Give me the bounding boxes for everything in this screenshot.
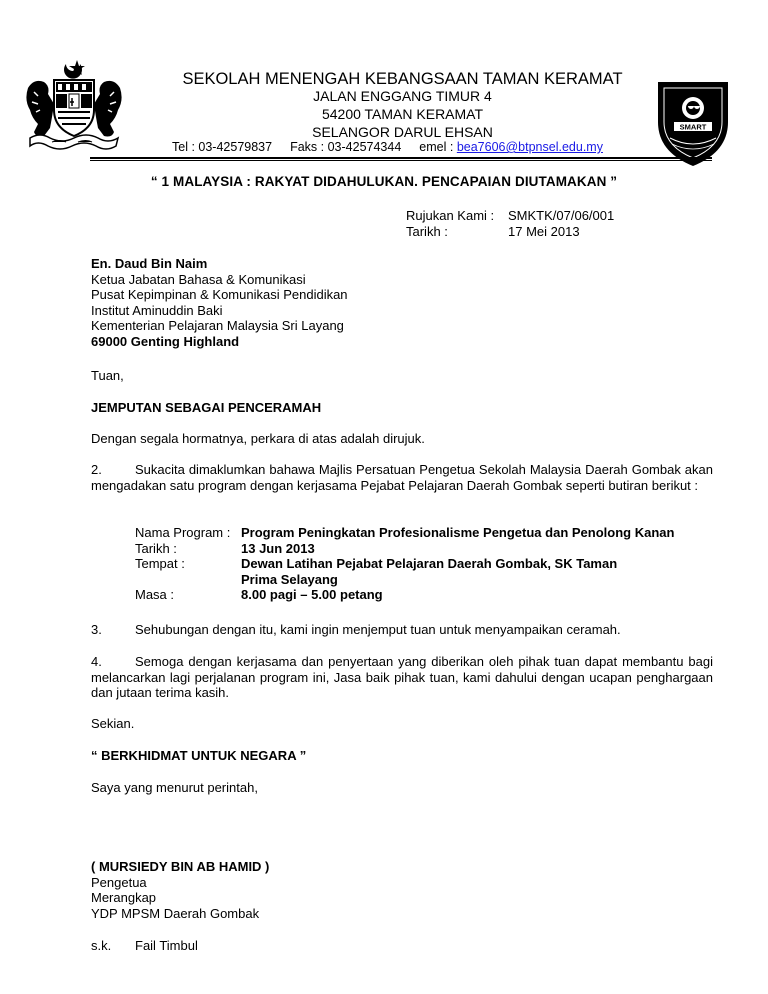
venue-value-cont: Prima Selayang [241, 571, 338, 587]
sign-off: Saya yang menurut perintah, [91, 780, 258, 795]
detail-row-venue-cont [135, 572, 674, 588]
signatory-name: ( MURSIEDY BIN AB HAMID ) [91, 859, 270, 874]
reference-row [406, 208, 614, 224]
signatory-title: YDP MPSM Daerah Gombak [91, 905, 260, 921]
signatory-block [91, 859, 713, 921]
paragraph-4 [91, 654, 713, 701]
reference-label: Rujukan Kami : [406, 208, 495, 223]
email-label: emel : [419, 140, 454, 154]
paragraph-2 [91, 462, 713, 493]
event-date-value: 13 Jun 2013 [241, 540, 315, 556]
paragraph-text: Sukacita dimaklumkan bahawa Majlis Persatuan Pengetua Sekolah Malaysia Daerah Gombak akan mengadakan satu program dengan kerjasama Pejabat Pelajaran Daerah Gombak seperti butiran berikut : [91, 462, 713, 493]
reference-block [406, 208, 614, 239]
cc-value: Fail Timbul [135, 938, 198, 953]
school-name: SEKOLAH MENENGAH KEBANGSAAN TAMAN KERAMAT [182, 70, 623, 88]
telephone: Tel : 03-42579837 [172, 140, 273, 154]
paragraph-number: 4. [91, 654, 102, 669]
header-divider-thin [90, 160, 712, 161]
program-value: Program Peningkatan Profesionalisme Pengetua dan Penolong Kanan [241, 525, 675, 540]
venue-label: Tempat : [135, 556, 185, 571]
time-value: 8.00 pagi – 5.00 petang [241, 587, 383, 602]
venue-value: Dewan Latihan Pejabat Pelajaran Daerah Gombak, SK Taman [241, 556, 618, 571]
paragraph-text: Semoga dengan kerjasama dan penyertaan yang diberikan oleh pihak tuan dapat membantu bagi melancarkan lagi perjalanan program ini, Jasa baik pihak tuan, kami dahului dengan ucapan penghargaan dan jutaan terima kasih. [91, 654, 713, 700]
recipient-line: Institut Aminuddin Baki [91, 302, 223, 318]
email-link[interactable]: bea7606@btpnsel.edu.my [456, 140, 603, 154]
recipient-postcode: 69000 Genting Highland [91, 333, 240, 349]
detail-row-venue [135, 556, 674, 572]
date-value: 17 Mei 2013 [508, 223, 580, 239]
motto: “ BERKHIDMAT UNTUK NEGARA ” [91, 748, 307, 763]
date-label: Tarikh : [406, 223, 448, 239]
date-row [406, 224, 614, 240]
paragraph-number: 2. [91, 462, 102, 477]
program-label: Nama Program : [135, 525, 231, 540]
carbon-copy [91, 938, 713, 954]
signatory-title: Merangkap [91, 890, 157, 905]
detail-row-date [135, 541, 674, 557]
event-date-label: Tarikh : [135, 540, 177, 556]
reference-value: SMKTK/07/06/001 [508, 208, 615, 223]
detail-row-time [135, 587, 674, 603]
school-logo-text: SMART [679, 122, 707, 132]
fax: Faks : 03-42574344 [290, 140, 402, 154]
subject-line: JEMPUTAN SEBAGAI PENCERAMAH [91, 400, 322, 415]
salutation: Tuan, [91, 368, 124, 383]
recipient-line: Ketua Jabatan Bahasa & Komunikasi [91, 271, 306, 287]
address-line-2: 54200 TAMAN KERAMAT [321, 106, 484, 122]
cc-label: s.k. [91, 938, 112, 953]
recipient-block [91, 256, 713, 349]
detail-row-program [135, 525, 674, 541]
closing: Sekian. [91, 716, 135, 731]
recipient-line: Pusat Kepimpinan & Komunikasi Pendidikan [91, 287, 348, 302]
paragraph-number: 3. [91, 622, 102, 637]
signatory-title: Pengetua [91, 874, 147, 890]
paragraph-text: Sehubungan dengan itu, kami ingin menjemput tuan untuk menyampaikan ceramah. [135, 622, 621, 637]
address-line-1: JALAN ENGGANG TIMUR 4 [313, 88, 492, 104]
time-label: Masa : [135, 587, 175, 602]
contact-line [172, 140, 603, 156]
header-divider [90, 157, 712, 159]
opening-paragraph: Dengan segala hormatnya, perkara di atas adalah dirujuk. [91, 431, 425, 446]
school-shield-logo-icon [652, 78, 734, 168]
paragraph-3 [91, 622, 713, 638]
recipient-line: Kementerian Pelajaran Malaysia Sri Layang [91, 318, 344, 333]
program-details [135, 525, 674, 603]
national-slogan: “ 1 MALAYSIA : RAKYAT DIDAHULUKAN. PENCAPAIAN DIUTAMAKAN ” [150, 174, 618, 189]
address-line-3: SELANGOR DARUL EHSAN [312, 124, 493, 140]
recipient-name: En. Daud Bin Naim [91, 256, 208, 271]
malaysia-coat-of-arms-icon [22, 58, 126, 154]
